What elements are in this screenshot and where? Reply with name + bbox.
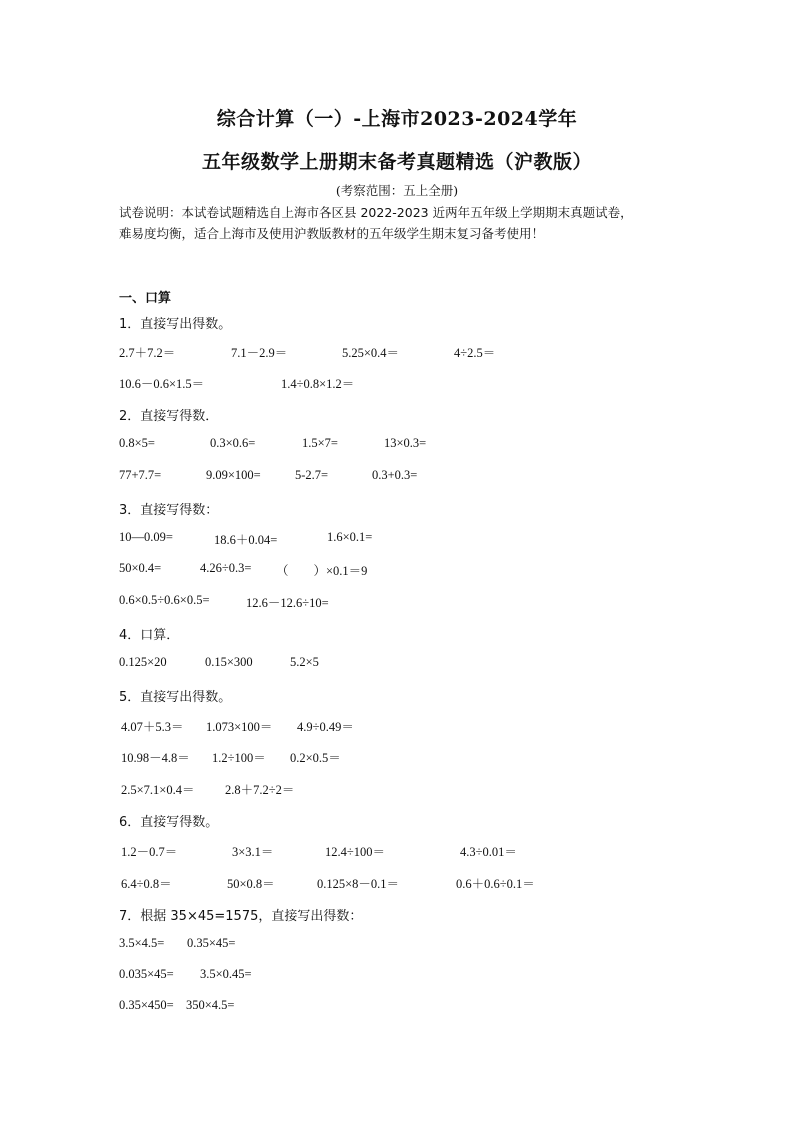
- problem: 0.3×0.6=: [210, 436, 256, 450]
- problem: 1.073×100＝: [206, 720, 273, 734]
- question-row: [0, 530, 794, 550]
- problem: 0.3+0.3=: [372, 468, 418, 482]
- problem: 10.98－4.8＝: [121, 751, 190, 765]
- problem: 1.2－0.7＝: [121, 845, 178, 859]
- problem: 4.07＋5.3＝: [121, 720, 184, 734]
- problem: 18.6＋0.04=: [214, 533, 278, 547]
- problem: 4.26÷0.3=: [200, 561, 252, 575]
- problem: 10—0.09=: [119, 530, 173, 544]
- page-title-line1: 综合计算（一）-上海市2023-2024学年: [216, 108, 578, 130]
- question-row: [0, 561, 794, 581]
- problem: 50×0.4=: [119, 561, 162, 575]
- problem: 0.8×5=: [119, 436, 155, 450]
- problem: 0.35×45=: [187, 936, 236, 950]
- problem: 0.125×20: [119, 655, 167, 669]
- exam-description-line1: 试卷说明：本试卷试题精选自上海市各区县 2022-2023 近两年五年级上学期期末真题试卷，: [119, 205, 633, 220]
- question-row: [0, 593, 794, 613]
- question-row: [0, 343, 794, 363]
- problem: 5.2×5: [290, 655, 319, 669]
- section-heading: 一、口算: [119, 291, 172, 306]
- problem: 5-2.7=: [295, 468, 329, 482]
- problem: 0.6×0.5÷0.6×0.5=: [119, 593, 210, 607]
- problem: 0.35×450=: [119, 998, 174, 1012]
- problem: 2.5×7.1×0.4＝: [121, 783, 195, 797]
- problem: 1.5×7=: [302, 436, 338, 450]
- problem: 7.1－2.9＝: [231, 346, 288, 360]
- question-row: [0, 436, 794, 456]
- question-title: 2．直接写得数．: [119, 409, 219, 424]
- exam-scope: (考察范围：五上全册): [335, 183, 459, 198]
- problem: 0.2×0.5＝: [290, 751, 341, 765]
- question-title: 5．直接写出得数。: [119, 690, 232, 705]
- question-title: 3．直接写得数：: [119, 503, 219, 518]
- problem: 12.6－12.6÷10=: [246, 596, 329, 610]
- problem: 50×0.8＝: [227, 877, 275, 891]
- question-row: [0, 468, 794, 488]
- problem: 4÷2.5＝: [454, 346, 496, 360]
- question-row: [0, 374, 794, 394]
- problem: 0.035×45=: [119, 967, 174, 981]
- problem: 5.25×0.4＝: [342, 346, 400, 360]
- problem: 2.7＋7.2＝: [119, 346, 176, 360]
- question-row: [0, 874, 794, 894]
- problem: 13×0.3=: [384, 436, 427, 450]
- problem: 2.8＋7.2÷2＝: [225, 783, 295, 797]
- problem: 6.4÷0.8＝: [121, 877, 172, 891]
- problem: 9.09×100=: [206, 468, 261, 482]
- problem: 4.3÷0.01＝: [460, 845, 517, 859]
- problem: 1.4÷0.8×1.2＝: [281, 377, 355, 391]
- problem: （ ）×0.1＝9: [276, 564, 368, 578]
- question-row: [0, 842, 794, 862]
- problem: 0.15×300: [205, 655, 253, 669]
- question-row: [0, 748, 794, 768]
- problem: 3.5×0.45=: [200, 967, 252, 981]
- question-row: [0, 655, 794, 675]
- problem: 10.6－0.6×1.5＝: [119, 377, 205, 391]
- problem: 1.2÷100＝: [212, 751, 266, 765]
- problem: 3×3.1＝: [232, 845, 274, 859]
- exam-description-line2: 难易度均衡，适合上海市及使用沪教版教材的五年级学生期末复习备考使用！: [119, 226, 545, 241]
- question-row: [0, 998, 794, 1018]
- problem: 1.6×0.1=: [327, 530, 373, 544]
- problem: 77+7.7=: [119, 468, 162, 482]
- question-title: 7．根据 35×45=1575，直接写出得数：: [119, 909, 363, 924]
- problem: 350×4.5=: [186, 998, 235, 1012]
- question-title: 1．直接写出得数。: [119, 317, 232, 332]
- problem: 12.4÷100＝: [325, 845, 385, 859]
- problem: 3.5×4.5=: [119, 936, 165, 950]
- problem: 0.6＋0.6÷0.1＝: [456, 877, 535, 891]
- question-row: [0, 717, 794, 737]
- problem: 4.9÷0.49＝: [297, 720, 354, 734]
- question-row: [0, 780, 794, 800]
- question-row: [0, 967, 794, 987]
- question-title: 4．口算．: [119, 628, 180, 643]
- question-title: 6．直接写得数。: [119, 815, 219, 830]
- page-title-line2: 五年级数学上册期末备考真题精选（沪教版）: [201, 151, 592, 173]
- problem: 0.125×8－0.1＝: [317, 877, 400, 891]
- question-row: [0, 936, 794, 956]
